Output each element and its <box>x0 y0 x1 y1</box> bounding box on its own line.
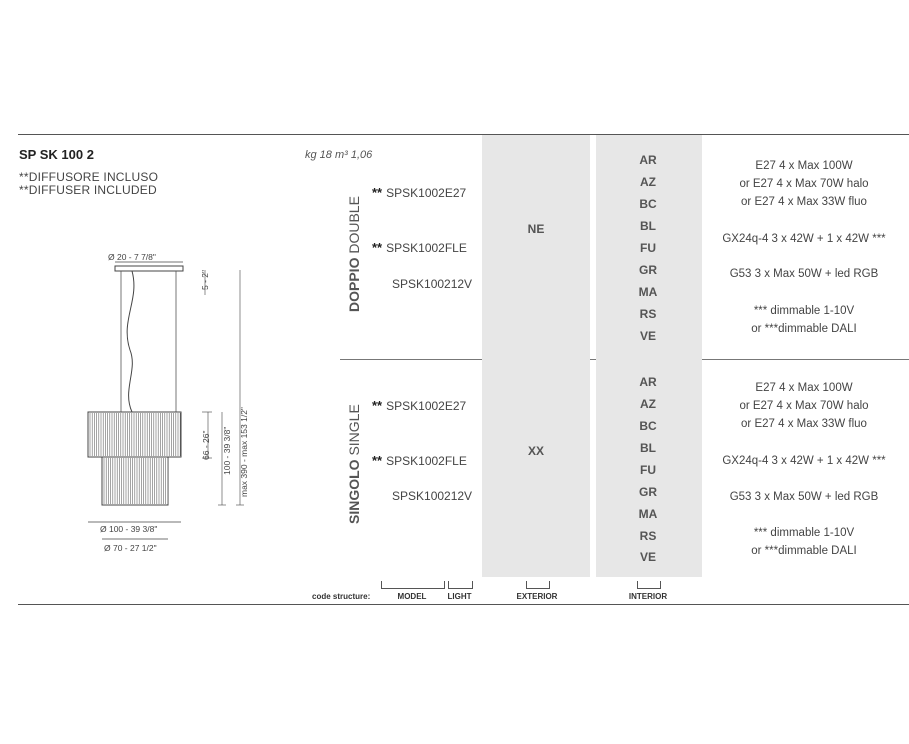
dimming-spec: *** dimmable 1-10V or ***dimmable DALI <box>751 305 857 335</box>
interior-finish: BC <box>639 197 657 211</box>
light-bracket <box>448 581 473 589</box>
dim-bottom-outer: Ø 100 - 39 3/8" <box>100 524 158 534</box>
interior-label: INTERIOR <box>628 592 668 601</box>
interior-finish: BL <box>640 441 656 455</box>
exterior-code: XX <box>527 444 544 458</box>
interior-finish: RS <box>639 529 657 543</box>
section-label-single: SINGOLO SINGLE <box>346 404 362 524</box>
dim-body-height: 66 - 26" <box>201 430 211 460</box>
interior-finish: AR <box>639 375 657 389</box>
interior-finish: AZ <box>640 397 656 411</box>
interior-finish: BC <box>639 419 657 433</box>
interior-finish: GR <box>639 263 657 277</box>
model-row: SPSK100212V <box>392 489 473 503</box>
code-structure-label: code structure: <box>312 592 371 601</box>
model-row: SPSK100212V <box>392 277 473 291</box>
interior-finish: AR <box>639 153 657 167</box>
dimming-spec: *** dimmable 1-10V or ***dimmable DALI <box>751 527 857 557</box>
exterior-code: NE <box>527 222 545 236</box>
light-spec: G53 3 x Max 50W + led RGB <box>729 491 879 503</box>
product-code: SP SK 100 2 <box>19 147 94 162</box>
dim-cable: 5 - 2" <box>200 269 210 290</box>
model-row: ** SPSK1002FLE <box>372 453 467 468</box>
light-spec: GX24q-4 3 x 42W + 1 x 42W *** <box>722 233 886 245</box>
bottom-rule <box>18 604 909 605</box>
interior-finish: VE <box>639 329 656 343</box>
model-row: ** SPSK1002E27 <box>372 398 467 413</box>
exterior-bracket <box>526 581 550 589</box>
model-label: MODEL <box>397 592 427 601</box>
interior-finish: GR <box>639 485 657 499</box>
model-row: ** SPSK1002E27 <box>372 185 467 200</box>
dim-bottom-inner: Ø 70 - 27 1/2" <box>104 543 157 553</box>
light-spec: E27 4 x Max 100W or E27 4 x Max 70W halo or E27 4 x Max 33W fluo <box>739 382 869 430</box>
exterior-column-bg <box>482 135 590 577</box>
interior-finish: RS <box>639 307 657 321</box>
light-spec: G53 3 x Max 50W + led RGB <box>729 268 879 280</box>
model-bracket <box>381 581 445 589</box>
interior-finish: MA <box>638 507 658 521</box>
interior-bracket <box>637 581 661 589</box>
weight-volume: kg 18 m³ 1,06 <box>305 149 373 161</box>
model-row: ** SPSK1002FLE <box>372 240 467 255</box>
interior-finish: BL <box>640 219 656 233</box>
light-label: LIGHT <box>447 592 472 601</box>
diffuser-note-it: **DIFFUSORE INCLUSO <box>19 170 159 184</box>
light-spec: E27 4 x Max 100W or E27 4 x Max 70W halo or E27 4 x Max 33W fluo <box>739 160 869 208</box>
top-rule <box>18 134 909 135</box>
section-label-double: DOPPIO DOUBLE <box>346 196 362 312</box>
dim-total-min: 100 - 39 3/8" <box>222 426 232 475</box>
interior-finish: MA <box>638 285 658 299</box>
interior-finish: AZ <box>640 175 656 189</box>
diffuser-note-en: **DIFFUSER INCLUDED <box>19 183 157 197</box>
lamp-drawing <box>80 240 280 560</box>
exterior-label: EXTERIOR <box>516 592 558 601</box>
interior-finish: FU <box>640 463 656 477</box>
light-spec: GX24q-4 3 x 42W + 1 x 42W *** <box>722 455 886 467</box>
dim-top-diameter: Ø 20 - 7 7/8" <box>108 252 156 262</box>
interior-finish: VE <box>639 550 656 564</box>
dim-total-max: max 390 - max 153 1/2" <box>239 407 249 497</box>
interior-finish: FU <box>640 241 656 255</box>
